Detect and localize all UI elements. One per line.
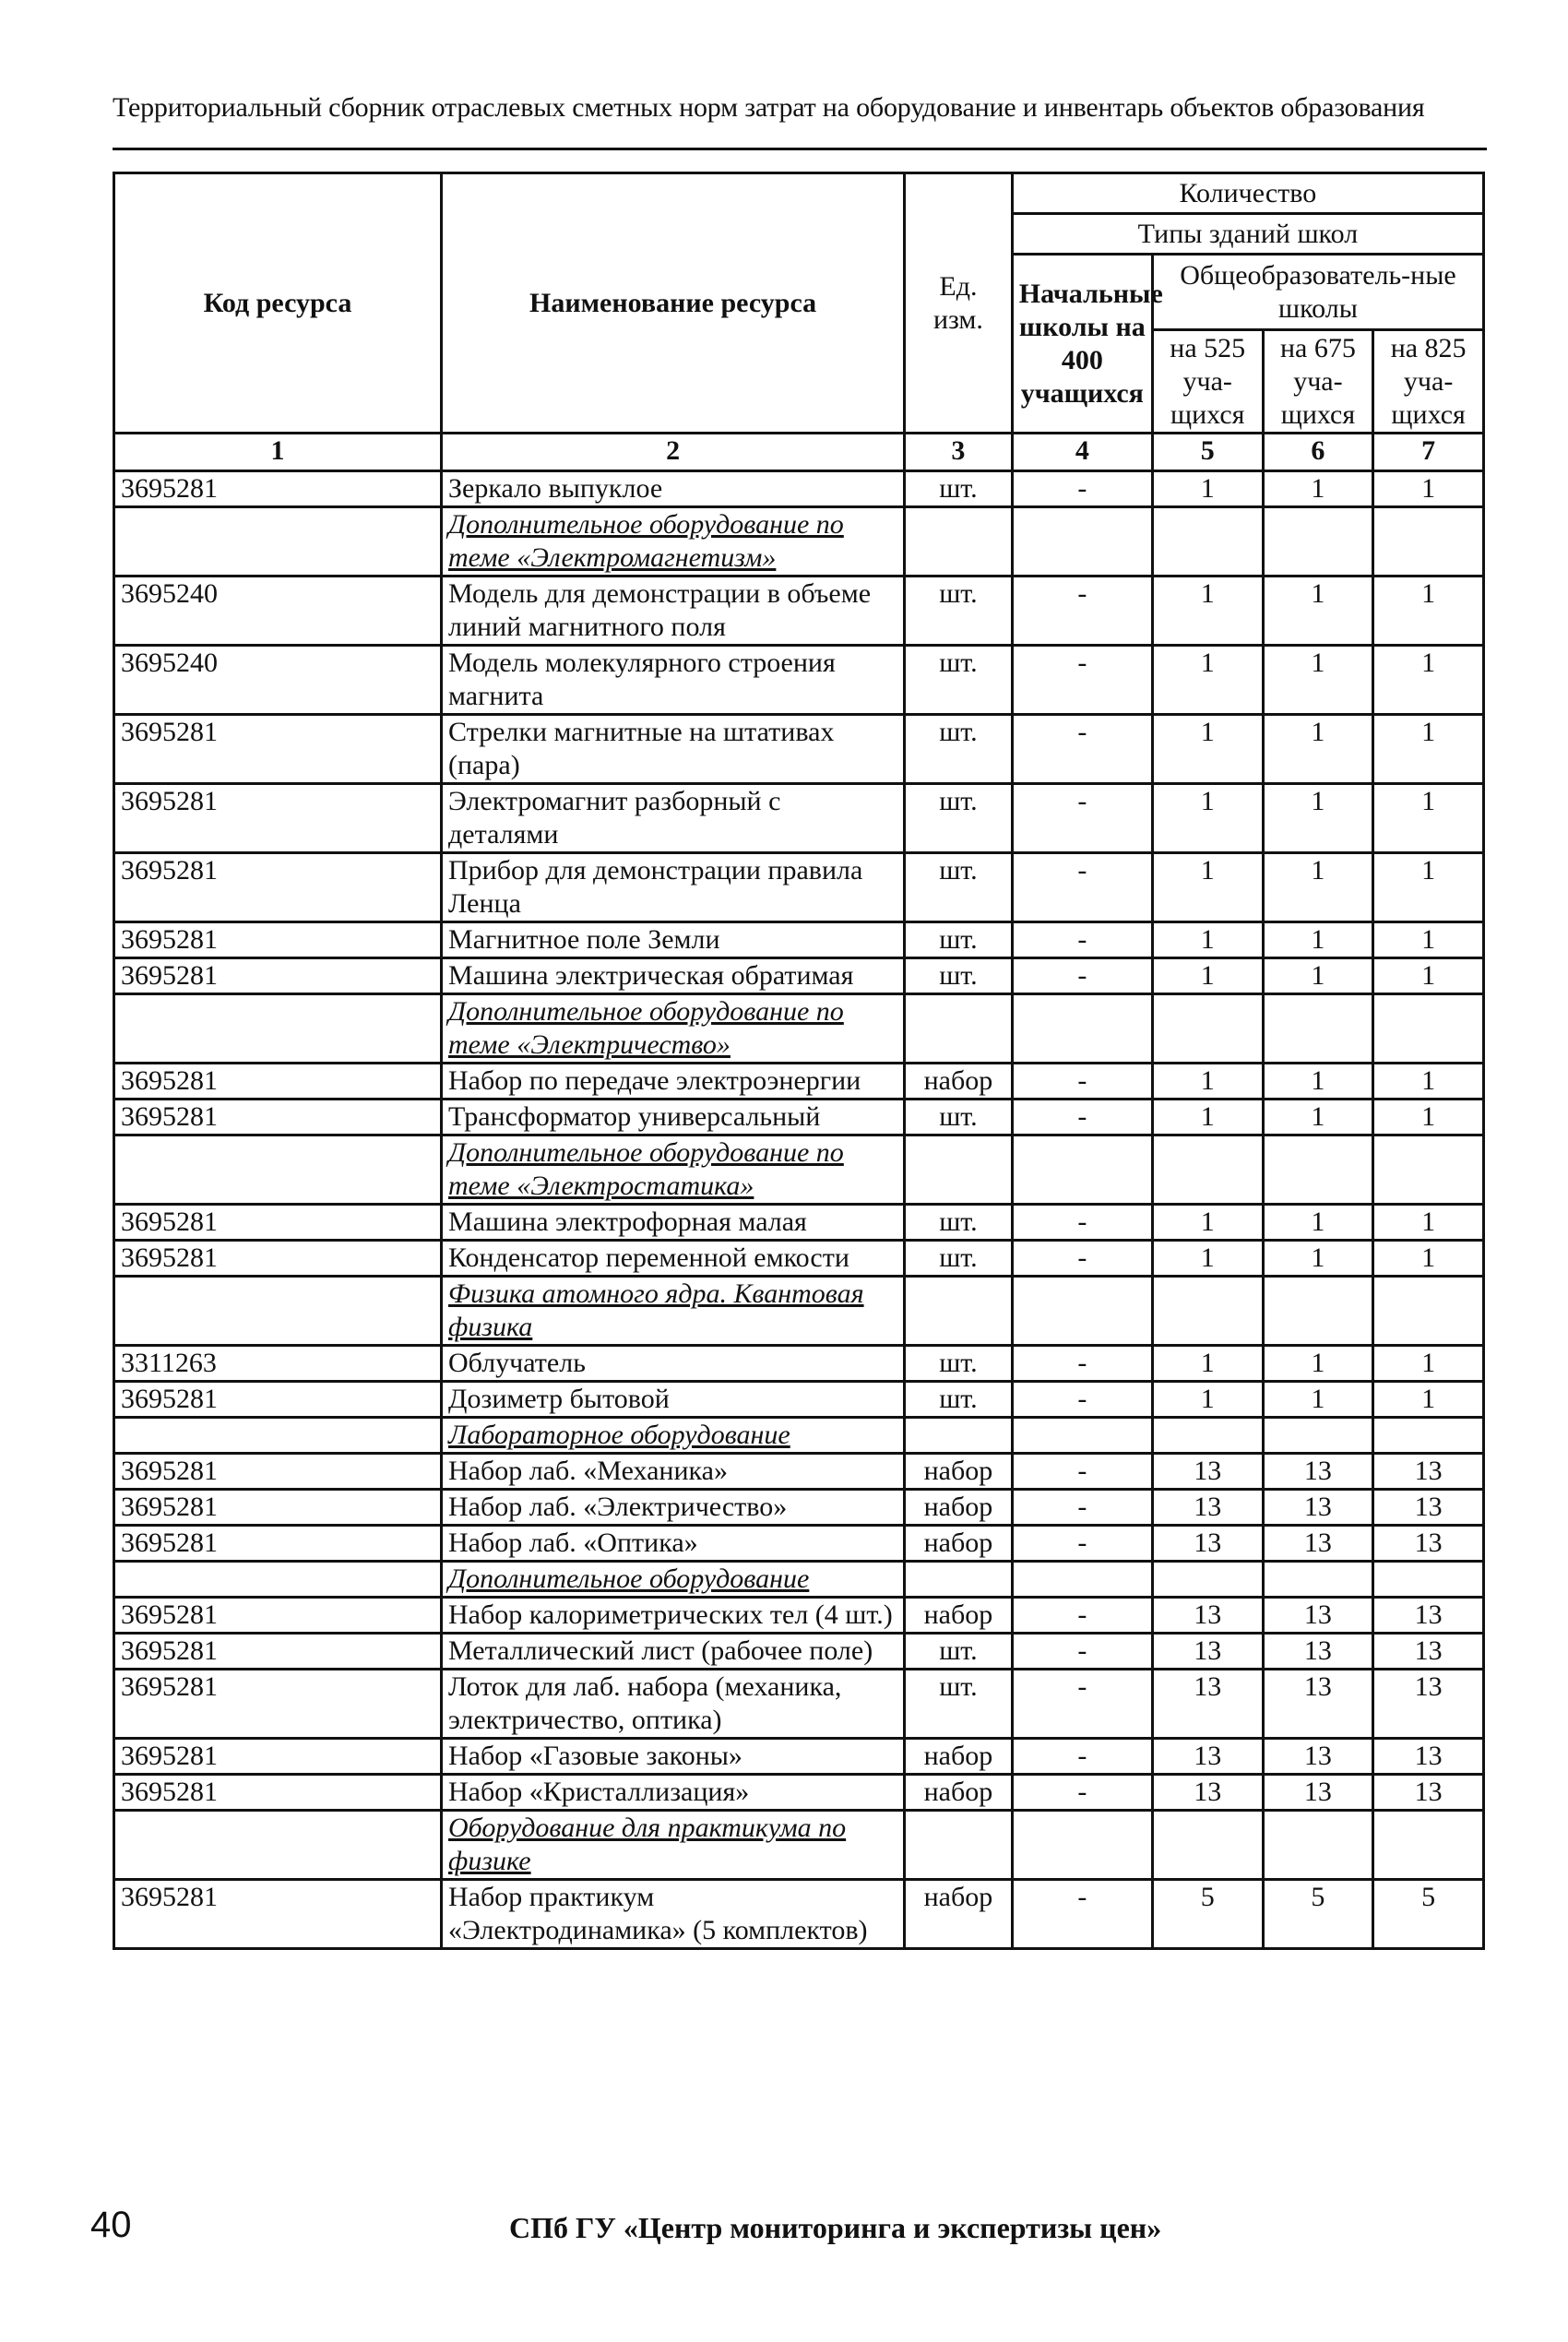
- unit-cell: шт.: [905, 1670, 1013, 1739]
- qty-primary-400: -: [1012, 646, 1152, 715]
- unit-cell: набор: [905, 1775, 1013, 1811]
- qty-primary-400: -: [1012, 1100, 1152, 1135]
- table-row: [114, 1634, 1484, 1670]
- qty-525: 1: [1152, 471, 1263, 507]
- unit-cell: шт.: [905, 715, 1013, 784]
- table-row: [114, 1205, 1484, 1241]
- column-number-row: [114, 434, 1484, 471]
- table-row: [114, 1100, 1484, 1135]
- resource-name: Набор калориметрических тел (4 шт.): [442, 1598, 905, 1634]
- qty-primary-400: -: [1012, 1490, 1152, 1526]
- qty-525: 13: [1152, 1634, 1263, 1670]
- qty-675: 13: [1263, 1598, 1373, 1634]
- qty-cell: [1373, 1418, 1484, 1454]
- table-row: [114, 1775, 1484, 1811]
- table-row: [114, 1454, 1484, 1490]
- section-title: Дополнительное оборудование по теме «Электромагнетизм»: [442, 507, 905, 577]
- qty-525: 5: [1152, 1880, 1263, 1949]
- qty-675: 1: [1263, 577, 1373, 646]
- table-row: [114, 646, 1484, 715]
- unit-cell: [905, 1418, 1013, 1454]
- header-name: Наименование ресурса: [442, 173, 905, 434]
- qty-primary-400: -: [1012, 784, 1152, 853]
- unit-cell: [905, 1562, 1013, 1598]
- qty-525: 13: [1152, 1775, 1263, 1811]
- unit-cell: [905, 507, 1013, 577]
- qty-primary-400: -: [1012, 922, 1152, 958]
- qty-525: 1: [1152, 1100, 1263, 1135]
- qty-675: 1: [1263, 471, 1373, 507]
- resource-code: 3695281: [114, 1100, 442, 1135]
- code-cell: [114, 1418, 442, 1454]
- resource-code: 3311263: [114, 1346, 442, 1382]
- resource-name: Машина электрофорная малая: [442, 1205, 905, 1241]
- resource-name: Набор лаб. «Электричество»: [442, 1490, 905, 1526]
- qty-825: 13: [1373, 1775, 1484, 1811]
- qty-525: 13: [1152, 1490, 1263, 1526]
- qty-675: 13: [1263, 1490, 1373, 1526]
- qty-675: 1: [1263, 1100, 1373, 1135]
- qty-675: 1: [1263, 853, 1373, 922]
- header-general-schools: Общеобразователь-ные школы: [1152, 255, 1483, 330]
- unit-cell: шт.: [905, 922, 1013, 958]
- qty-525: 1: [1152, 646, 1263, 715]
- header-primary-schools: Начальные школы на 400 учащихся: [1012, 255, 1152, 434]
- header-525: на 525 уча-щихся: [1152, 330, 1263, 434]
- code-cell: [114, 507, 442, 577]
- unit-cell: шт.: [905, 1634, 1013, 1670]
- table-row: [114, 471, 1484, 507]
- resource-code: 3695240: [114, 646, 442, 715]
- resource-code: 3695281: [114, 1382, 442, 1418]
- qty-825: 1: [1373, 784, 1484, 853]
- column-number: 5: [1152, 434, 1263, 471]
- resource-code: 3695281: [114, 1598, 442, 1634]
- qty-cell: [1263, 994, 1373, 1064]
- qty-cell: [1012, 507, 1152, 577]
- qty-cell: [1152, 1811, 1263, 1880]
- header-unit: Ед. изм.: [905, 173, 1013, 434]
- header-building-types: Типы зданий школ: [1012, 214, 1483, 255]
- resource-name: Металлический лист (рабочее поле): [442, 1634, 905, 1670]
- resource-code: 3695281: [114, 1739, 442, 1775]
- qty-cell: [1263, 1811, 1373, 1880]
- unit-cell: [905, 1277, 1013, 1346]
- qty-675: 1: [1263, 1241, 1373, 1277]
- table-row: [114, 577, 1484, 646]
- qty-675: 1: [1263, 1382, 1373, 1418]
- unit-cell: [905, 994, 1013, 1064]
- header-code: Код ресурса: [114, 173, 442, 434]
- column-number: 2: [442, 434, 905, 471]
- resource-code: 3695281: [114, 1241, 442, 1277]
- qty-cell: [1012, 1135, 1152, 1205]
- section-title: Физика атомного ядра. Квантовая физика: [442, 1277, 905, 1346]
- qty-cell: [1373, 994, 1484, 1064]
- qty-675: 5: [1263, 1880, 1373, 1949]
- qty-675: 13: [1263, 1670, 1373, 1739]
- qty-525: 13: [1152, 1598, 1263, 1634]
- qty-825: 1: [1373, 1205, 1484, 1241]
- qty-825: 1: [1373, 646, 1484, 715]
- table-row: [114, 1064, 1484, 1100]
- resource-code: 3695281: [114, 471, 442, 507]
- table-row: [114, 922, 1484, 958]
- qty-cell: [1012, 1277, 1152, 1346]
- table-row: [114, 1346, 1484, 1382]
- table-row: [114, 1490, 1484, 1526]
- qty-825: 1: [1373, 577, 1484, 646]
- code-cell: [114, 1277, 442, 1346]
- qty-cell: [1012, 1811, 1152, 1880]
- qty-cell: [1263, 507, 1373, 577]
- qty-cell: [1373, 1562, 1484, 1598]
- section-row: [114, 1562, 1484, 1598]
- qty-primary-400: -: [1012, 1739, 1152, 1775]
- qty-525: 1: [1152, 958, 1263, 994]
- qty-primary-400: -: [1012, 1241, 1152, 1277]
- unit-cell: шт.: [905, 1205, 1013, 1241]
- column-number: 7: [1373, 434, 1484, 471]
- footer-organization: СПб ГУ «Центр мониторинга и экспертизы цен»: [509, 2211, 1162, 2244]
- column-number: 3: [905, 434, 1013, 471]
- qty-675: 13: [1263, 1634, 1373, 1670]
- qty-825: 13: [1373, 1598, 1484, 1634]
- qty-cell: [1373, 1135, 1484, 1205]
- qty-675: 1: [1263, 784, 1373, 853]
- table-row: [114, 853, 1484, 922]
- header-825: на 825 уча-щихся: [1373, 330, 1484, 434]
- qty-cell: [1012, 1418, 1152, 1454]
- qty-primary-400: -: [1012, 1454, 1152, 1490]
- section-title: Дополнительное оборудование: [442, 1562, 905, 1598]
- resource-name: Конденсатор переменной емкости: [442, 1241, 905, 1277]
- qty-525: 1: [1152, 1346, 1263, 1382]
- qty-cell: [1152, 1562, 1263, 1598]
- section-title: Оборудование для практикума по физике: [442, 1811, 905, 1880]
- code-cell: [114, 1811, 442, 1880]
- unit-cell: шт.: [905, 958, 1013, 994]
- qty-525: 13: [1152, 1670, 1263, 1739]
- unit-cell: набор: [905, 1880, 1013, 1949]
- qty-primary-400: -: [1012, 471, 1152, 507]
- qty-cell: [1012, 1562, 1152, 1598]
- qty-primary-400: -: [1012, 1634, 1152, 1670]
- qty-cell: [1373, 1811, 1484, 1880]
- qty-525: 13: [1152, 1739, 1263, 1775]
- resource-code: 3695281: [114, 715, 442, 784]
- unit-cell: набор: [905, 1454, 1013, 1490]
- qty-cell: [1373, 507, 1484, 577]
- resource-name: Набор лаб. «Оптика»: [442, 1526, 905, 1562]
- qty-cell: [1263, 1135, 1373, 1205]
- resource-code: 3695281: [114, 1490, 442, 1526]
- resource-code: 3695281: [114, 922, 442, 958]
- resource-name: Набор «Газовые законы»: [442, 1739, 905, 1775]
- qty-primary-400: -: [1012, 1880, 1152, 1949]
- qty-675: 1: [1263, 1064, 1373, 1100]
- resource-code: 3695281: [114, 1634, 442, 1670]
- qty-primary-400: -: [1012, 715, 1152, 784]
- qty-825: 1: [1373, 958, 1484, 994]
- unit-cell: шт.: [905, 471, 1013, 507]
- table-row: [114, 1670, 1484, 1739]
- qty-primary-400: -: [1012, 1205, 1152, 1241]
- qty-cell: [1152, 994, 1263, 1064]
- qty-525: 1: [1152, 853, 1263, 922]
- qty-825: 13: [1373, 1670, 1484, 1739]
- running-head: Территориальный сборник отраслевых сметных норм затрат на оборудование и инвентарь объектов образования: [113, 92, 1425, 123]
- qty-825: 13: [1373, 1490, 1484, 1526]
- qty-825: 13: [1373, 1454, 1484, 1490]
- qty-525: 1: [1152, 784, 1263, 853]
- qty-825: 1: [1373, 1064, 1484, 1100]
- qty-525: 1: [1152, 715, 1263, 784]
- resource-name: Модель молекулярного строения магнита: [442, 646, 905, 715]
- table-row: [114, 1526, 1484, 1562]
- code-cell: [114, 994, 442, 1064]
- resource-name: Набор «Кристаллизация»: [442, 1775, 905, 1811]
- unit-cell: шт.: [905, 1382, 1013, 1418]
- qty-825: 1: [1373, 922, 1484, 958]
- resource-name: Дозиметр бытовой: [442, 1382, 905, 1418]
- resource-code: 3695240: [114, 577, 442, 646]
- table-row: [114, 1241, 1484, 1277]
- resource-name: Модель для демонстрации в объеме линий магнитного поля: [442, 577, 905, 646]
- header-quantity: Количество: [1012, 173, 1483, 214]
- resource-name: Магнитное поле Земли: [442, 922, 905, 958]
- qty-primary-400: -: [1012, 958, 1152, 994]
- unit-cell: шт.: [905, 577, 1013, 646]
- unit-cell: набор: [905, 1739, 1013, 1775]
- table-row: [114, 784, 1484, 853]
- unit-cell: [905, 1135, 1013, 1205]
- column-number: 1: [114, 434, 442, 471]
- qty-cell: [1263, 1277, 1373, 1346]
- resource-code: 3695281: [114, 1880, 442, 1949]
- qty-cell: [1152, 1277, 1263, 1346]
- qty-primary-400: -: [1012, 577, 1152, 646]
- table-row: [114, 1739, 1484, 1775]
- qty-cell: [1263, 1418, 1373, 1454]
- qty-primary-400: -: [1012, 1598, 1152, 1634]
- resource-code: 3695281: [114, 1205, 442, 1241]
- unit-cell: [905, 1811, 1013, 1880]
- section-row: [114, 1277, 1484, 1346]
- qty-cell: [1373, 1277, 1484, 1346]
- resource-code: 3695281: [114, 1775, 442, 1811]
- qty-825: 1: [1373, 1241, 1484, 1277]
- unit-cell: шт.: [905, 1241, 1013, 1277]
- qty-primary-400: -: [1012, 853, 1152, 922]
- qty-primary-400: -: [1012, 1526, 1152, 1562]
- qty-525: 1: [1152, 577, 1263, 646]
- resource-name: Прибор для демонстрации правила Ленца: [442, 853, 905, 922]
- page-number: 40: [90, 2205, 132, 2245]
- table-row: [114, 1598, 1484, 1634]
- qty-525: 1: [1152, 1064, 1263, 1100]
- resource-code: 3695281: [114, 1670, 442, 1739]
- column-number: 4: [1012, 434, 1152, 471]
- qty-675: 1: [1263, 1346, 1373, 1382]
- qty-cell: [1152, 1135, 1263, 1205]
- qty-825: 13: [1373, 1634, 1484, 1670]
- qty-primary-400: -: [1012, 1064, 1152, 1100]
- qty-825: 1: [1373, 1346, 1484, 1382]
- resource-name: Набор практикум «Электродинамика» (5 комплектов): [442, 1880, 905, 1949]
- qty-cell: [1152, 1418, 1263, 1454]
- resource-code: 3695281: [114, 853, 442, 922]
- qty-825: 13: [1373, 1526, 1484, 1562]
- qty-primary-400: -: [1012, 1670, 1152, 1739]
- unit-cell: набор: [905, 1598, 1013, 1634]
- resource-code: 3695281: [114, 1064, 442, 1100]
- qty-675: 1: [1263, 646, 1373, 715]
- unit-cell: шт.: [905, 784, 1013, 853]
- table-row: [114, 1382, 1484, 1418]
- section-title: Лабораторное оборудование: [442, 1418, 905, 1454]
- resource-name: Лоток для лаб. набора (механика, электричество, оптика): [442, 1670, 905, 1739]
- resource-name: Электромагнит разборный с деталями: [442, 784, 905, 853]
- qty-825: 1: [1373, 471, 1484, 507]
- unit-cell: набор: [905, 1490, 1013, 1526]
- table-row: [114, 1880, 1484, 1949]
- column-number: 6: [1263, 434, 1373, 471]
- qty-675: 13: [1263, 1739, 1373, 1775]
- resource-code: 3695281: [114, 784, 442, 853]
- section-row: [114, 1135, 1484, 1205]
- unit-cell: шт.: [905, 853, 1013, 922]
- qty-primary-400: -: [1012, 1775, 1152, 1811]
- qty-675: 1: [1263, 958, 1373, 994]
- resource-name: Набор по передаче электроэнергии: [442, 1064, 905, 1100]
- resource-code: 3695281: [114, 1454, 442, 1490]
- qty-675: 1: [1263, 1205, 1373, 1241]
- qty-675: 1: [1263, 922, 1373, 958]
- qty-primary-400: -: [1012, 1346, 1152, 1382]
- qty-825: 1: [1373, 715, 1484, 784]
- resource-name: Набор лаб. «Механика»: [442, 1454, 905, 1490]
- header-rule: [113, 148, 1487, 150]
- qty-675: 13: [1263, 1454, 1373, 1490]
- qty-675: 13: [1263, 1775, 1373, 1811]
- table-row: [114, 958, 1484, 994]
- resource-name: Трансформатор универсальный: [442, 1100, 905, 1135]
- qty-525: 1: [1152, 1205, 1263, 1241]
- table-body: [114, 434, 1484, 1949]
- section-row: [114, 1418, 1484, 1454]
- qty-cell: [1012, 994, 1152, 1064]
- unit-cell: набор: [905, 1526, 1013, 1562]
- qty-525: 13: [1152, 1526, 1263, 1562]
- qty-825: 1: [1373, 1382, 1484, 1418]
- qty-825: 5: [1373, 1880, 1484, 1949]
- resource-table: [113, 172, 1485, 1950]
- section-title: Дополнительное оборудование по теме «Электричество»: [442, 994, 905, 1064]
- unit-cell: шт.: [905, 1346, 1013, 1382]
- section-row: [114, 1811, 1484, 1880]
- qty-cell: [1263, 1562, 1373, 1598]
- qty-primary-400: -: [1012, 1382, 1152, 1418]
- header-675: на 675 уча-щихся: [1263, 330, 1373, 434]
- section-row: [114, 994, 1484, 1064]
- qty-825: 1: [1373, 1100, 1484, 1135]
- resource-name: Машина электрическая обратимая: [442, 958, 905, 994]
- section-title: Дополнительное оборудование по теме «Электростатика»: [442, 1135, 905, 1205]
- qty-825: 13: [1373, 1739, 1484, 1775]
- qty-cell: [1152, 507, 1263, 577]
- qty-525: 13: [1152, 1454, 1263, 1490]
- qty-675: 1: [1263, 715, 1373, 784]
- code-cell: [114, 1135, 442, 1205]
- code-cell: [114, 1562, 442, 1598]
- table-row: [114, 715, 1484, 784]
- unit-cell: шт.: [905, 646, 1013, 715]
- resource-name: Зеркало выпуклое: [442, 471, 905, 507]
- unit-cell: набор: [905, 1064, 1013, 1100]
- resource-name: Облучатель: [442, 1346, 905, 1382]
- unit-cell: шт.: [905, 1100, 1013, 1135]
- qty-825: 1: [1373, 853, 1484, 922]
- qty-525: 1: [1152, 922, 1263, 958]
- qty-675: 13: [1263, 1526, 1373, 1562]
- section-row: [114, 507, 1484, 577]
- resource-name: Стрелки магнитные на штативах (пара): [442, 715, 905, 784]
- resource-code: 3695281: [114, 958, 442, 994]
- table-header: [114, 173, 1484, 434]
- qty-525: 1: [1152, 1241, 1263, 1277]
- resource-code: 3695281: [114, 1526, 442, 1562]
- qty-525: 1: [1152, 1382, 1263, 1418]
